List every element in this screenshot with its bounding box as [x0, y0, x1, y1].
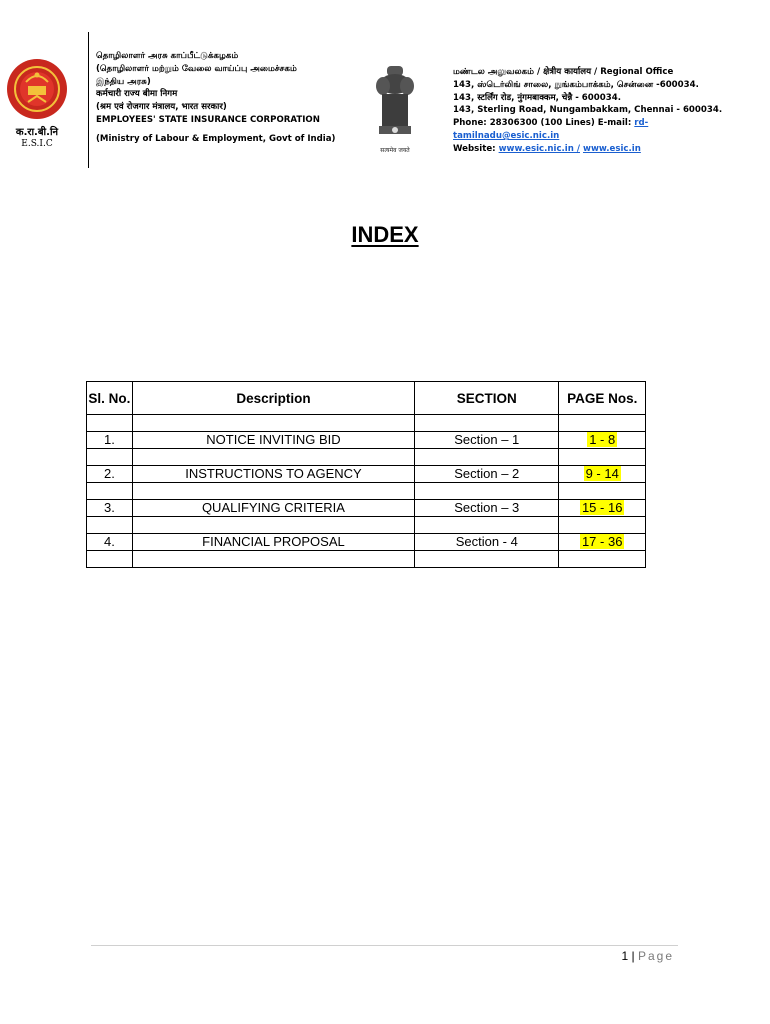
- index-heading: INDEX: [351, 222, 419, 247]
- row-pages: 15 - 16: [581, 500, 623, 515]
- regional-office-block: [453, 66, 763, 156]
- header-page-nos: PAGE Nos.: [559, 382, 646, 415]
- row-description: FINANCIAL PROPOSAL: [132, 534, 414, 551]
- spacer-row: [87, 449, 646, 466]
- table-row: [87, 432, 646, 449]
- row-description: QUALIFYING CRITERIA: [132, 500, 414, 517]
- logo-caption-english: E.S.I.C: [21, 139, 53, 149]
- website-line: [453, 143, 763, 156]
- address-tamil: 143, ஸ்டெர்லிங் சாலை, நுங்கம்பாக்கம், சென்னை -600034.: [453, 79, 699, 90]
- row-description: INSTRUCTIONS TO AGENCY: [132, 466, 414, 483]
- org-line-tamil-1: தொழிலாளர் அரசு காப்பீட்டுக்கழகம்: [96, 51, 239, 61]
- email-link-part2[interactable]: tamilnadu@esic.nic.in: [453, 130, 560, 141]
- page-title: [0, 222, 770, 248]
- row-pages-cell: [559, 432, 646, 449]
- row-section: Section – 2: [415, 466, 559, 483]
- logo-caption-hindi: क.रा.बी.नि: [15, 127, 59, 138]
- row-pages-cell: [559, 466, 646, 483]
- website-link-1[interactable]: www.esic.nic.in /: [498, 143, 580, 154]
- row-sl: 2.: [87, 466, 133, 483]
- phone-email-line: [453, 117, 763, 130]
- website-link-2[interactable]: www.esic.in: [583, 143, 641, 154]
- org-line-hindi-2: (श्रम एवं रोजगार मंत्रालय, भारत सरकार): [96, 102, 227, 113]
- table-header-row: [87, 382, 646, 415]
- page-number: 1: [621, 949, 629, 963]
- email-line: [453, 130, 763, 143]
- header-description: Description: [132, 382, 414, 415]
- org-line-tamil-2: (தொழிலாளர் மற்றும் வேலை வாய்ப்பு அமைச்சகம்: [96, 63, 297, 74]
- ministry-line: (Ministry of Labour & Employment, Govt of India): [96, 133, 336, 144]
- row-pages: 9 - 14: [585, 466, 619, 481]
- table-row: [87, 534, 646, 551]
- esic-logo: [6, 58, 68, 120]
- row-pages: 1 - 8: [589, 432, 616, 447]
- spacer-row: [87, 415, 646, 432]
- address-hindi: 143, स्टर्लिंग रोड, नुंगमबाक्कम, चेन्नै - 600034.: [453, 92, 621, 103]
- spacer-row: [87, 517, 646, 534]
- row-sl: 3.: [87, 500, 133, 517]
- row-section: Section – 3: [415, 500, 559, 517]
- organization-block: [96, 50, 358, 146]
- website-label: Website:: [453, 143, 499, 154]
- row-pages-cell: [559, 534, 646, 551]
- org-line-english: EMPLOYEES' STATE INSURANCE CORPORATION: [96, 114, 320, 125]
- spacer-row: [87, 551, 646, 568]
- phone-text: Phone: 28306300 (100 Lines) E-mail:: [453, 118, 635, 129]
- spacer-row: [87, 483, 646, 500]
- address-english: 143, Sterling Road, Nungambakkam, Chennai - 600034.: [453, 105, 723, 116]
- table-row: [87, 500, 646, 517]
- page-footer: [560, 949, 674, 963]
- row-pages: 17 - 36: [581, 534, 623, 549]
- emblem-caption: सत्यमेव जयते: [380, 147, 410, 154]
- header-divider: [88, 32, 89, 168]
- org-line-tamil-3: இந்திய அரசு): [96, 76, 151, 87]
- row-sl: 1.: [87, 432, 133, 449]
- footer-separator: |: [631, 949, 635, 963]
- row-description: NOTICE INVITING BID: [132, 432, 414, 449]
- row-section: Section – 1: [415, 432, 559, 449]
- office-title-line: மண்டல அலுவலகம் / क्षेत्रीय कार्यालय / Regional Office: [453, 67, 674, 77]
- national-emblem-icon: [374, 62, 416, 158]
- row-sl: 4.: [87, 534, 133, 551]
- footer-divider: [91, 945, 678, 946]
- page-word: Page: [637, 949, 674, 963]
- table-row: [87, 466, 646, 483]
- email-link-part1[interactable]: rd-: [634, 118, 649, 129]
- row-pages-cell: [559, 500, 646, 517]
- org-line-hindi-1: कर्मचारी राज्य बीमा निगम: [96, 89, 178, 100]
- index-table: [86, 381, 646, 568]
- header-sl-no: Sl. No.: [87, 382, 133, 415]
- header-section: SECTION: [415, 382, 559, 415]
- row-section: Section - 4: [415, 534, 559, 551]
